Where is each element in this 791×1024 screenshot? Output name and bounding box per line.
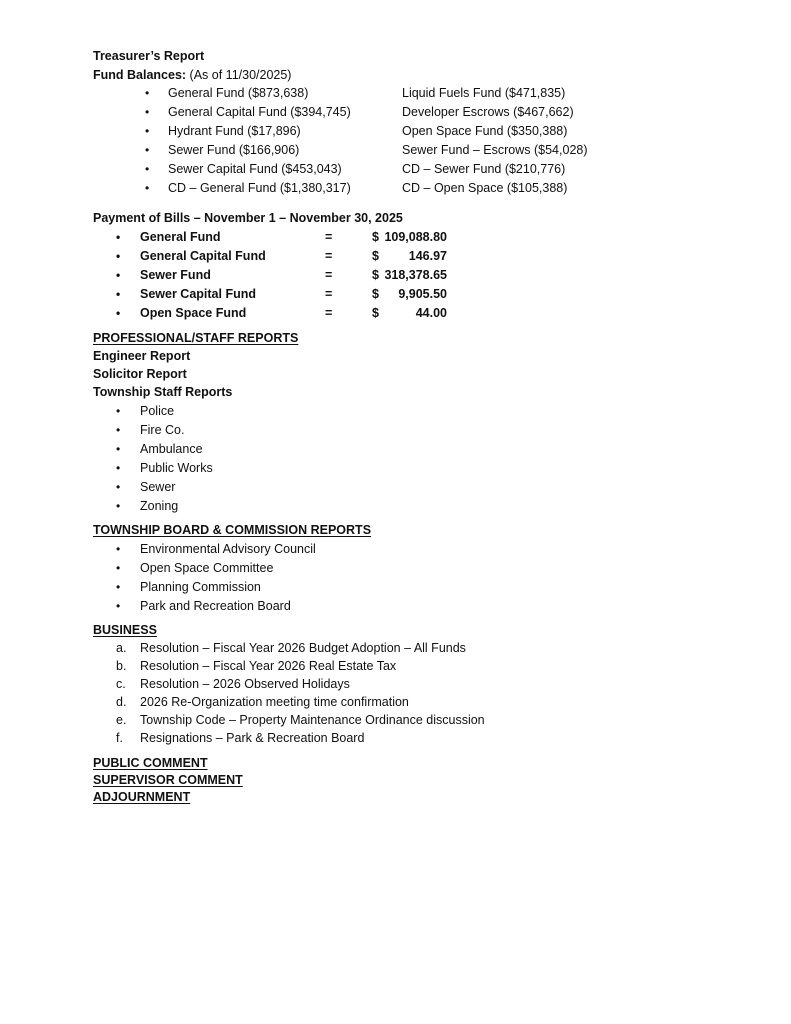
bill-equals: = [325, 287, 333, 301]
fund-balance-left: Hydrant Fund ($17,896) [168, 124, 301, 138]
bill-amount: 318,378.65 [384, 268, 447, 282]
business-item-marker: f. [116, 731, 123, 745]
list-item-label: Police [140, 404, 175, 418]
fund-balance-left: General Capital Fund ($394,745) [168, 105, 351, 119]
business-item-text: 2026 Re-Organization meeting time confirmation [140, 695, 409, 709]
bullet-icon: • [116, 404, 121, 418]
supervisor-comment-heading: SUPERVISOR COMMENT [93, 773, 243, 787]
business-item [0, 657, 791, 675]
fund-balance-right: Developer Escrows ($467,662) [402, 105, 574, 119]
list-item-label: Planning Commission [140, 580, 261, 594]
bill-fund: Sewer Fund [140, 268, 211, 282]
business-item-text: Township Code – Property Maintenance Ordinance discussion [140, 713, 485, 727]
business-item [0, 729, 791, 747]
list-item-label: Open Space Committee [140, 561, 274, 575]
bullet-icon: • [116, 480, 121, 494]
public-comment-heading: PUBLIC COMMENT [93, 756, 208, 770]
bill-equals: = [325, 230, 333, 244]
bullet-icon: • [116, 561, 121, 575]
bill-row [0, 304, 791, 322]
fund-balance-row [0, 179, 791, 197]
list-item [0, 559, 791, 577]
fund-balance-row [0, 160, 791, 178]
bullet-icon: • [116, 580, 121, 594]
business-item [0, 711, 791, 729]
township-staff-reports: Township Staff Reports [93, 385, 233, 399]
bill-equals: = [325, 306, 333, 320]
bill-currency: $ [372, 287, 379, 301]
fund-balance-row [0, 122, 791, 140]
treasurers-report-heading: Treasurer’s Report [93, 49, 205, 63]
bullet-icon: • [116, 287, 121, 301]
business-item [0, 693, 791, 711]
fund-balances-label: Fund Balances: [93, 68, 187, 82]
list-item-label: Zoning [140, 499, 179, 513]
list-item-label: Park and Recreation Board [140, 599, 291, 613]
fund-balance-right: CD – Open Space ($105,388) [402, 181, 568, 195]
business-item-marker: d. [116, 695, 127, 709]
list-item [0, 402, 791, 420]
list-item [0, 497, 791, 515]
list-item-label: Ambulance [140, 442, 203, 456]
bullet-icon: • [116, 461, 121, 475]
business-item [0, 675, 791, 693]
bullet-icon: • [116, 442, 121, 456]
bill-amount: 109,088.80 [384, 230, 447, 244]
solicitor-report: Solicitor Report [93, 367, 187, 381]
bill-currency: $ [372, 268, 379, 282]
list-item-label: Environmental Advisory Council [140, 542, 316, 556]
business-item-marker: e. [116, 713, 127, 727]
bill-fund: Sewer Capital Fund [140, 287, 256, 301]
list-item [0, 421, 791, 439]
list-item [0, 540, 791, 558]
bill-currency: $ [372, 249, 379, 263]
fund-balance-right: Open Space Fund ($350,388) [402, 124, 568, 138]
bullet-icon: • [116, 599, 121, 613]
business-item-text: Resolution – Fiscal Year 2026 Real Estate Tax [140, 659, 397, 673]
fund-balance-right: CD – Sewer Fund ($210,776) [402, 162, 566, 176]
bullet-icon: • [145, 162, 150, 176]
bill-row [0, 285, 791, 303]
list-item [0, 440, 791, 458]
business-item-text: Resignations – Park & Recreation Board [140, 731, 365, 745]
bullet-icon: • [116, 249, 121, 263]
bill-fund: General Fund [140, 230, 221, 244]
bullet-icon: • [145, 143, 150, 157]
bill-row [0, 228, 791, 246]
fund-balances-line [93, 66, 291, 84]
bill-row [0, 247, 791, 265]
fund-balance-row [0, 84, 791, 102]
fund-balance-right: Liquid Fuels Fund ($471,835) [402, 86, 566, 100]
bill-amount: 146.97 [408, 249, 447, 263]
business-item-marker: b. [116, 659, 127, 673]
bill-currency: $ [372, 230, 379, 244]
business-item-text: Resolution – 2026 Observed Holidays [140, 677, 350, 691]
business-item [0, 639, 791, 657]
board-commission-reports-heading: TOWNSHIP BOARD & COMMISSION REPORTS [93, 523, 372, 537]
bullet-icon: • [116, 268, 121, 282]
list-item [0, 459, 791, 477]
list-item [0, 578, 791, 596]
fund-balance-left: CD – General Fund ($1,380,317) [168, 181, 351, 195]
fund-balance-right: Sewer Fund – Escrows ($54,028) [402, 143, 588, 157]
bill-amount: 44.00 [415, 306, 447, 320]
bill-fund: Open Space Fund [140, 306, 247, 320]
business-item-text: Resolution – Fiscal Year 2026 Budget Adoption – All Funds [140, 641, 466, 655]
bullet-icon: • [116, 542, 121, 556]
bill-equals: = [325, 249, 333, 263]
bullet-icon: • [116, 230, 121, 244]
fund-balance-row [0, 141, 791, 159]
list-item-label: Sewer [140, 480, 176, 494]
bullet-icon: • [116, 423, 121, 437]
fund-balance-left: General Fund ($873,638) [168, 86, 309, 100]
bullet-icon: • [116, 499, 121, 513]
bullet-icon: • [116, 306, 121, 320]
business-item-marker: c. [116, 677, 126, 691]
bill-row [0, 266, 791, 284]
list-item-label: Public Works [140, 461, 213, 475]
fund-balance-left: Sewer Fund ($166,906) [168, 143, 300, 157]
bill-amount: 9,905.50 [398, 287, 447, 301]
fund-balance-left: Sewer Capital Fund ($453,043) [168, 162, 342, 176]
engineer-report: Engineer Report [93, 349, 191, 363]
list-item [0, 597, 791, 615]
bullet-icon: • [145, 124, 150, 138]
payment-of-bills-heading: Payment of Bills – November 1 – November 30, 2025 [93, 211, 403, 225]
bill-fund: General Capital Fund [140, 249, 266, 263]
list-item-label: Fire Co. [140, 423, 185, 437]
bullet-icon: • [145, 86, 150, 100]
business-heading: BUSINESS [93, 623, 157, 637]
bullet-icon: • [145, 105, 150, 119]
list-item [0, 478, 791, 496]
fund-balance-row [0, 103, 791, 121]
bullet-icon: • [145, 181, 150, 195]
professional-staff-reports-heading: PROFESSIONAL/STAFF REPORTS [93, 331, 299, 345]
adjournment-heading: ADJOURNMENT [93, 790, 191, 804]
bill-currency: $ [372, 306, 379, 320]
bill-equals: = [325, 268, 333, 282]
fund-balances-date: (As of 11/30/2025) [186, 68, 292, 82]
business-item-marker: a. [116, 641, 127, 655]
